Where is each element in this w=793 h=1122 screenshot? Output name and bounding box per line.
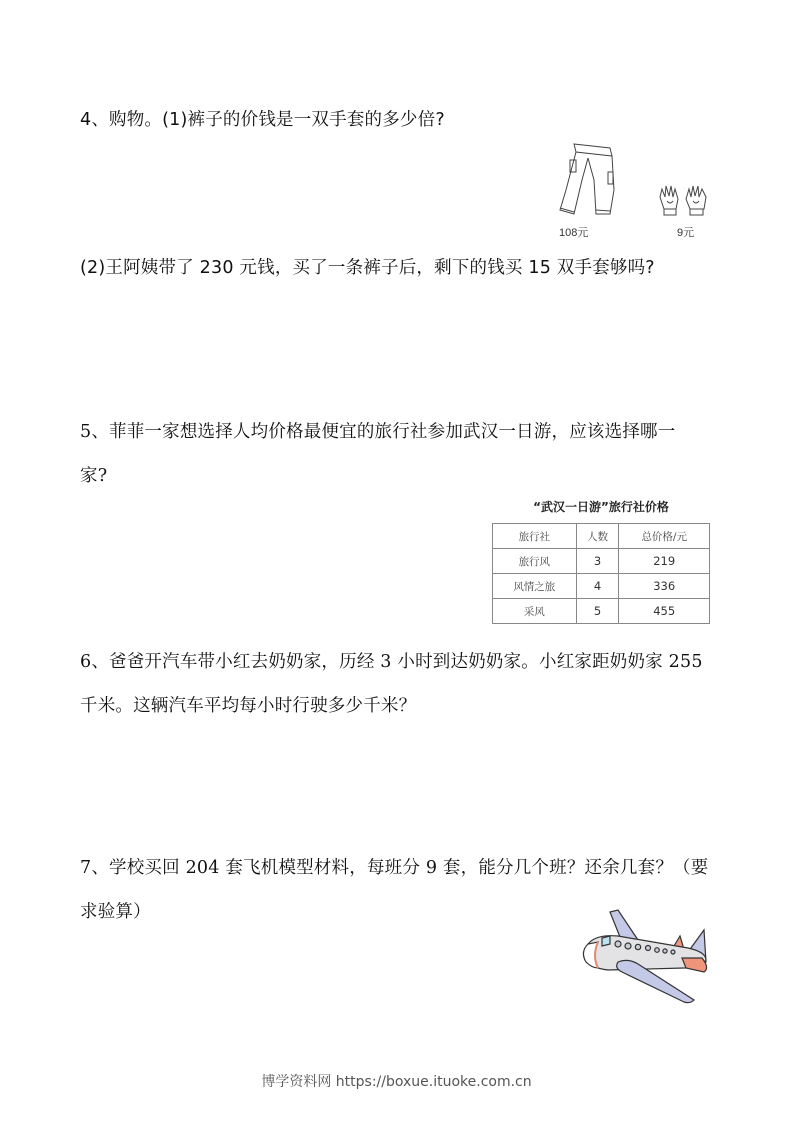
- pants-illustration: [552, 140, 622, 218]
- header-people: 人数: [576, 524, 619, 549]
- table-row: [493, 574, 710, 599]
- total-price: 455: [619, 599, 710, 624]
- gloves-price-label: 9元: [677, 227, 695, 239]
- price-table-title: “武汉一日游”旅行社价格: [533, 500, 669, 514]
- airplane-illustration: [578, 906, 718, 1006]
- q7-text-line2: 求验算）: [80, 902, 151, 922]
- agency-name: 采风: [493, 599, 577, 624]
- footer-watermark: 博学资料网 https://boxue.ituoke.com.cn: [261, 1074, 532, 1090]
- q5-text-line1: 5、菲菲一家想选择人均价格最便宜的旅行社参加武汉一日游，应该选择哪一: [80, 422, 676, 442]
- table-header-row: [493, 524, 710, 549]
- table-row: [493, 549, 710, 574]
- q6-text-line2: 千米。这辆汽车平均每小时行驶多少千米？: [80, 696, 417, 716]
- q4-part1-text: 4、购物。(1)裤子的价钱是一双手套的多少倍?: [80, 110, 445, 130]
- header-agency: 旅行社: [493, 524, 577, 549]
- pants-price-label: 108元: [559, 227, 589, 239]
- q6-text-line1: 6、爸爸开汽车带小红去奶奶家，历经 3 小时到达奶奶家。小红家距奶奶家 255: [80, 652, 703, 672]
- people-count: 4: [576, 574, 619, 599]
- travel-agency-price-table: [492, 523, 710, 624]
- agency-name: 风情之旅: [493, 574, 577, 599]
- total-price: 219: [619, 549, 710, 574]
- table-row: [493, 599, 710, 624]
- q5-text-line2: 家?: [80, 466, 108, 486]
- header-total-price: 总价格/元: [619, 524, 710, 549]
- gloves-illustration: [656, 183, 712, 219]
- agency-name: 旅行风: [493, 549, 577, 574]
- q7-text-line1: 7、学校买回 204 套飞机模型材料，每班分 9 套，能分几个班？还余几套？（要: [80, 858, 709, 878]
- people-count: 3: [576, 549, 619, 574]
- q4-part2-text: (2)王阿姨带了 230 元钱，买了一条裤子后，剩下的钱买 15 双手套够吗?: [80, 258, 655, 278]
- total-price: 336: [619, 574, 710, 599]
- people-count: 5: [576, 599, 619, 624]
